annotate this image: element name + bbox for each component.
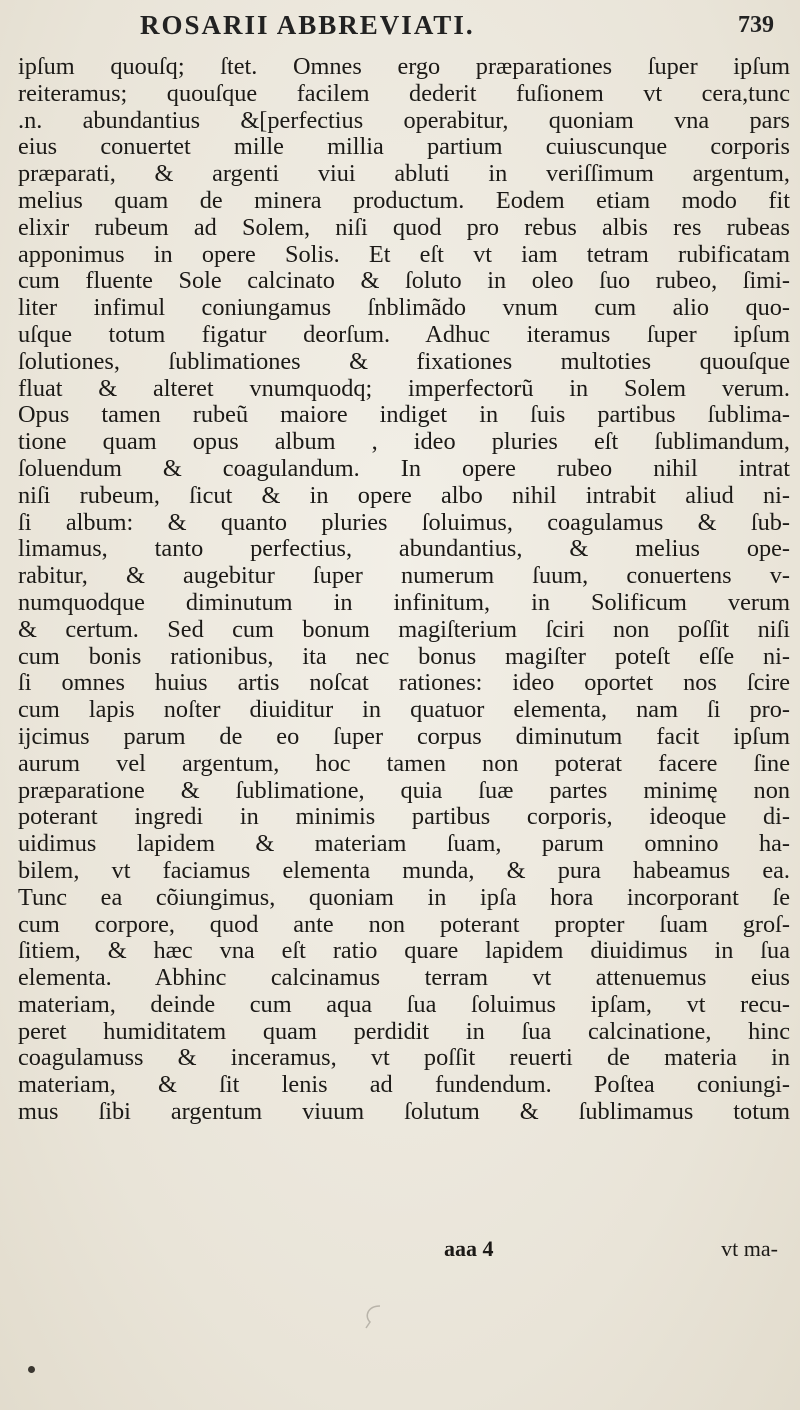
text-line: rabitur, & augebitur ſuper numerum ſuum, conuertens v- [18, 563, 790, 590]
text-line: reiteramus; quouſque facilem dederit fuſionem vt cera,tunc [18, 80, 790, 107]
signature-mark: aaa 4 [444, 1236, 494, 1261]
page-number: 739 [738, 12, 774, 38]
text-line: ſolutiones, ſublimationes & fixationes multoties quouſque [18, 348, 790, 375]
text-line: ipſum quouſq; ſtet. Omnes ergo præparationes ſuper ipſum [18, 54, 790, 80]
text-line: cum fluente Sole calcinato & ſoluto in oleo ſuo rubeo, ſimi- [18, 268, 790, 295]
text-line: .n. abundantius &[perfectius operabitur, quoniam vna pars [18, 107, 790, 134]
text-line: niſi rubeum, ſicut & in opere albo nihil intrabit aliud ni- [18, 482, 790, 509]
text-line: fluat & alteret vnumquodq; imperfectorũ in Solem verum. [18, 375, 790, 402]
text-line: materiam, & ſit lenis ad fundendum. Poſtea coniungi- [18, 1072, 790, 1099]
text-line: materiam, deinde cum aqua ſua ſoluimus ipſam, vt recu- [18, 991, 790, 1018]
text-line: elementa. Abhinc calcinamus terram vt attenuemus eius [18, 965, 790, 992]
text-line: ſoluendum & coagulandum. In opere rubeo nihil intrat [18, 455, 790, 482]
text-line: ijcimus parum de eo ſuper corpus diminutum facit ipſum [18, 723, 790, 750]
text-line: apponimus in opere Solis. Et eſt vt iam tetram rubificatam [18, 241, 790, 268]
text-line: cum lapis noſter diuiditur in quatuor elementa, nam ſi pro- [18, 697, 790, 724]
text-line: numquodque diminutum in infinitum, in Solificum verum [18, 589, 790, 616]
text-line: peret humiditatem quam perdidit in ſua calcinatione, hinc [18, 1018, 790, 1045]
ink-spot [28, 1366, 35, 1373]
text-line: præparati, & argenti viui abluti in veriſſimum argentum, [18, 161, 790, 188]
text-line: mus ſibi argentum viuum ſolutum & ſublimamus totum [18, 1099, 790, 1126]
footer-line [0, 1236, 800, 1266]
text-line: Tunc ea cõiungimus, quoniam in ipſa hora incorporant ſe [18, 884, 790, 911]
text-line: uidimus lapidem & materiam ſuam, parum omnino ha- [18, 831, 790, 858]
text-line: cum bonis rationibus, ita nec bonus magiſter poteſt eſſe ni- [18, 643, 790, 670]
text-line: limamus, tanto perfectius, abundantius, & melius ope- [18, 536, 790, 563]
running-title: ROSARII ABBREVIATI. [140, 10, 475, 40]
text-line: ſitiem, & hæc vna eſt ratio quare lapidem diuidimus in ſua [18, 938, 790, 965]
text-line: liter infimul coniungamus ſnblimãdo vnum cum alio quo- [18, 295, 790, 322]
text-line: aurum vel argentum, hoc tamen non poterat facere ſine [18, 750, 790, 777]
text-line: ſi album: & quanto pluries ſoluimus, coagulamus & ſub- [18, 509, 790, 536]
text-line: poterant ingredi in minimis partibus corporis, ideoque di- [18, 804, 790, 831]
text-line: bilem, vt faciamus elementa munda, & pura habeamus ea. [18, 857, 790, 884]
text-line: eius conuertet mille millia partium cuiuscunque corporis [18, 134, 790, 161]
text-line: & certum. Sed cum bonum magiſterium ſciri non poſſit niſi [18, 616, 790, 643]
text-line: præparatione & ſublimatione, quia ſuæ partes minimę non [18, 777, 790, 804]
pencil-mark-icon [358, 1300, 388, 1330]
text-line: melius quam de minera productum. Eodem etiam modo fit [18, 187, 790, 214]
catchword: vt ma- [721, 1236, 778, 1261]
running-head [0, 10, 800, 44]
text-line: elixir rubeum ad Solem, niſi quod pro rebus albis res rubeas [18, 214, 790, 241]
text-line: tione quam opus album , ideo pluries eſt ſublimandum, [18, 429, 790, 456]
text-line: uſque totum figatur deorſum. Adhuc iteramus ſuper ipſum [18, 321, 790, 348]
text-line: Opus tamen rubeũ maiore indiget in ſuis partibus ſublima- [18, 402, 790, 429]
text-line: ſi omnes huius artis noſcat rationes: ideo oportet nos ſcire [18, 670, 790, 697]
text-line: cum corpore, quod ante non poterant propter ſuam groſ- [18, 911, 790, 938]
text-line: coagulamuss & inceramus, vt poſſit reuerti de materia in [18, 1045, 790, 1072]
body-text [18, 54, 790, 1126]
